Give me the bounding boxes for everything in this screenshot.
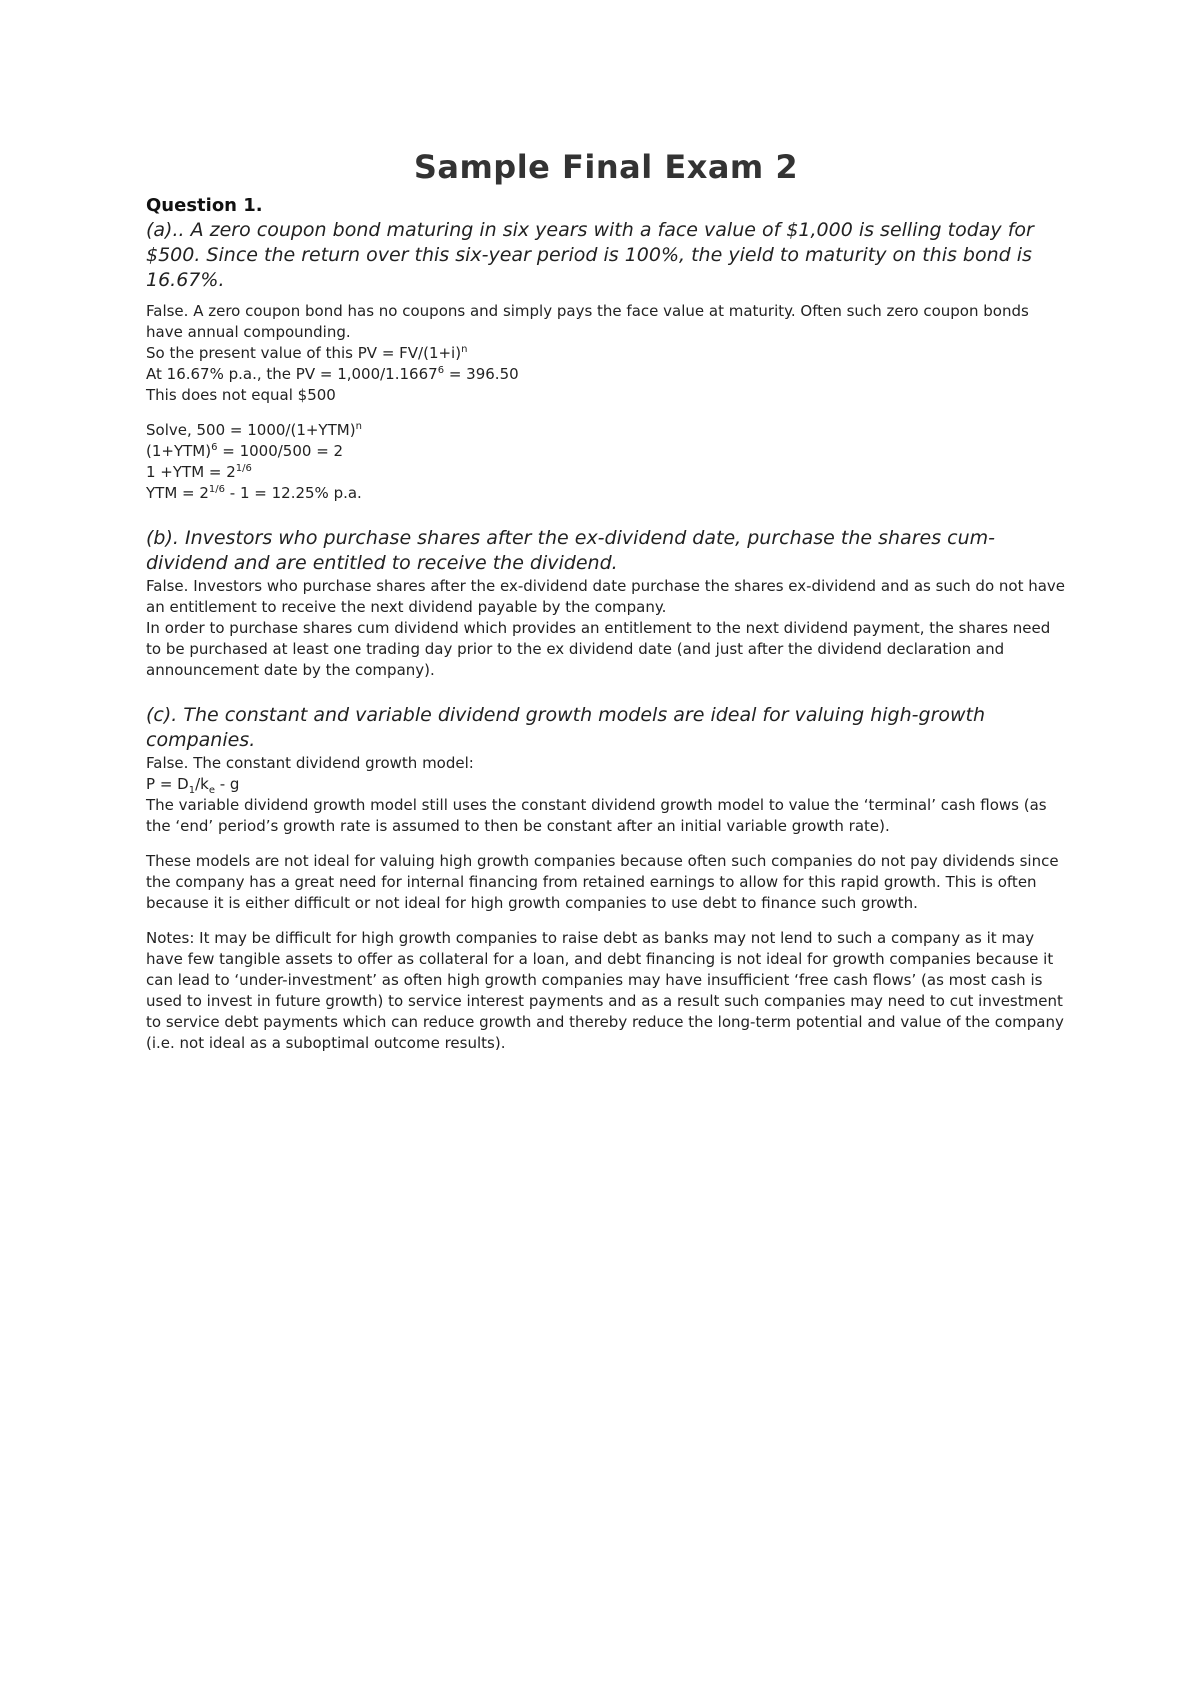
document-page: [146, 148, 1066, 1054]
part-b-statement: (b). Investors who purchase shares after the ex-dividend date, purchase the shares cum-dividend and are entitled to receive the dividend.: [146, 527, 995, 574]
spacer: [146, 406, 1066, 420]
spacer: [146, 914, 1066, 928]
part-a-conclusion: This does not equal $500: [146, 386, 336, 404]
dividend-growth-formula: $P = D_1/k_e - g$: [146, 775, 240, 796]
part-a-statement: (a).. A zero coupon bond maturing in six years with a face value of $1,000 is selling today for $500. Since the return over this six-year period is 100%, the yield to maturity on this bond is 16.67%.: [146, 219, 1034, 291]
solve-line-1: Solve, $500 = 1000/(1+YTM)^n$: [146, 421, 362, 439]
part-c-statement: (c). The constant and variable dividend growth models are ideal for valuing high-growth companies.: [146, 704, 986, 751]
part-c-answer-2: The variable dividend growth model still uses the constant dividend growth model to value the ‘terminal’ cash flows (as the ‘end’ period’s growth rate is assumed to then be constant after an initial variable growth rate).: [146, 796, 1047, 835]
page-title: Sample Final Exam 2: [413, 148, 799, 186]
part-a-pv-calc: At 16.67% p.a., the PV = $1,000/1.1667^6 = 396.50$: [146, 365, 519, 383]
part-c-answer-1: False. The constant dividend growth model:: [146, 754, 474, 772]
solve-line-2: $(1+YTM)^6 = 1000/500 = 2$: [146, 442, 344, 460]
spacer: [146, 681, 1066, 703]
spacer: [146, 837, 1066, 851]
solve-line-3: $1 +YTM = 2^{1/6}$: [146, 463, 252, 481]
spacer: [146, 293, 1066, 301]
part-b-answer-2: In order to purchase shares cum dividend which provides an entitlement to the next dividend payment, the shares need to be purchased at least one trading day prior to the ex dividend date (and just after the dividend declaration and announcement date by the company).: [146, 619, 1051, 679]
solve-line-4: YTM = $2^{1/6} - 1 = 12.25\%$ p.a.: [146, 484, 362, 502]
part-c-answer-3: These models are not ideal for valuing high growth companies because often such companies do not pay dividends since the company has a great need for internal financing from retained earnings to allow for this rapid growth. This is often because it is either difficult or not ideal for high growth companies to use debt to finance such growth.: [146, 852, 1059, 912]
spacer: [146, 504, 1066, 526]
part-c-notes: Notes: It may be difficult for high growth companies to raise debt as banks may not lend to such a company as it may have few tangible assets to offer as collateral for a loan, and debt financing is not ideal for growth companies because it can lead to ‘under-investment’ as often high growth companies may have insufficient ‘free cash flows’ (as most cash is used to invest in future growth) to service interest payments and as a result such companies may need to cut investment to service debt payments which can reduce growth and thereby reduce the long-term potential and value of the company (i.e. not ideal as a suboptimal outcome results).: [146, 929, 1064, 1052]
question-heading: Question 1.: [146, 195, 263, 216]
part-b-answer-1: False. Investors who purchase shares after the ex-dividend date purchase the shares ex-dividend and as such do not have an entitlement to receive the next dividend payable by the company.: [146, 577, 1066, 616]
part-a-pv-formula: So the present value of this PV = $FV/(1+i)^n$: [146, 344, 468, 362]
part-a-answer: False. A zero coupon bond has no coupons and simply pays the face value at maturity. Often such zero coupon bonds have annual compounding.: [146, 302, 1029, 341]
